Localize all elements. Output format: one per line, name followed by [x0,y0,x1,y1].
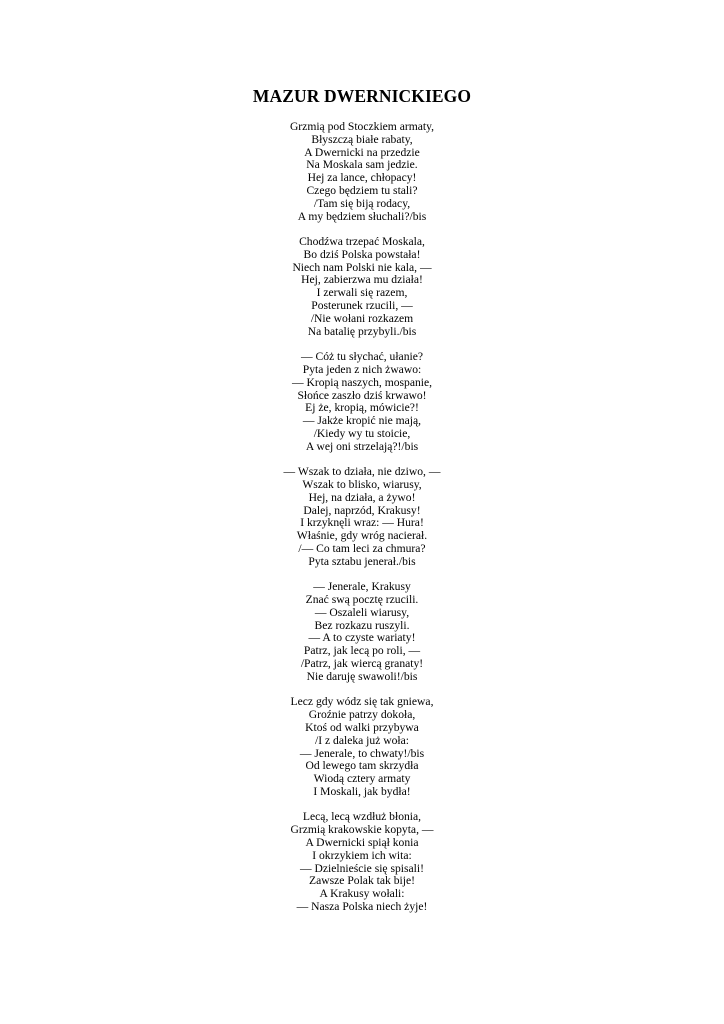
stanza [0,236,724,338]
poem-line: /Kiedy wy tu stoicie, [313,426,411,440]
poem-line: Nie daruję swawoli!/bis [306,669,418,683]
poem-line: Od lewego tam skrzydła [305,759,419,773]
poem-line: Ej że, kropią, mówicie?! [305,401,419,415]
poem-line: Dalej, naprzód, Krakusy! [303,503,421,517]
stanza [0,581,724,683]
poem-line: Zawsze Polak tak bije! [309,874,415,888]
poem-line: — Dzielnieście się spisali! [300,861,424,875]
poem-line: — Cóż tu słychać, ułanie? [300,350,424,364]
poem-line: Na Moskala sam jedzie. [306,158,418,172]
poem-line: A Dwernicki spiął konia [305,835,419,849]
poem-line: Właśnie, gdy wróg nacierał. [296,529,428,543]
poem-line: /— Co tam leci za chmura? [298,541,426,555]
poem-line: A Dwernicki na przedzie [304,145,420,159]
poem-title: MAZUR DWERNICKIEGO [252,86,472,106]
poem-line: Błyszczą białe rabaty, [311,132,413,146]
poem-line: — A to czyste wariaty! [308,631,416,645]
poem-line: Znać swą pocztę rzucili. [305,593,419,607]
poem-line: I krzyknęli wraz: — Hura! [300,516,424,530]
stanza [0,351,724,453]
poem-line: /Tam się biją rodacy, [313,196,411,210]
poem-line: — Wszak to działa, nie dziwo, — [283,465,441,479]
stanza [0,811,724,913]
poem-line: Pyta sztabu jenerał./bis [308,554,416,568]
poem-line: A my będziem słuchali?/bis [297,209,427,223]
poem-line: Bez rozkazu ruszyli. [314,618,410,632]
poem-line: /Patrz, jak wiercą granaty! [300,657,424,671]
poem-body [0,121,724,926]
poem-line: Groźnie patrzy dokoła, [308,708,416,722]
poem-line: — Kropią naszych, mospanie, [291,375,433,389]
poem-line: Patrz, jak lecą po roli, — [303,644,421,658]
poem-line: — Nasza Polska niech żyje! [296,899,428,913]
stanza [0,696,724,798]
poem-line: — Oszaleli wiarusy, [314,605,410,619]
poem-line: Ktoś od walki przybywa [305,720,419,734]
poem-line: A Krakusy wołali: [319,887,405,901]
poem-line: I zerwali się razem, [316,286,408,300]
poem-line: Czego będziem tu stali? [306,183,418,197]
poem-line: Hej za lance, chłopacy! [307,171,417,185]
poem-line: — Jenerale, Krakusy [313,580,411,594]
poem-line: Słońce zaszło dziś krwawo! [297,388,427,402]
poem-line: Lecą, lecą wzdłuż błonia, [302,810,422,824]
poem-line: I okrzykiem ich wita: [312,848,412,862]
poem-line: Na batalię przybyli./bis [307,324,417,338]
poem-line: /Nie wołani rozkazem [310,311,414,325]
poem-line: /I z daleka już woła: [315,733,409,747]
stanza [0,121,724,223]
poem-line: Grzmią krakowskie kopyta, — [290,823,434,837]
stanza [0,466,724,568]
poem-line: Niech nam Polski nie kala, — [292,260,432,274]
poem-line: Lecz gdy wódz się tak gniewa, [290,695,434,709]
poem-line: Grzmią pod Stoczkiem armaty, [289,120,435,133]
poem-line: Posterunek rzucili, — [311,299,413,313]
poem-line: Hej, zabierzwa mu działa! [301,273,423,287]
poem-line: — Jenerale, to chwaty!/bis [299,746,425,760]
poem-line: — Jakże kropić nie mają, [302,414,422,428]
poem-line: A wej oni strzelają?!/bis [305,439,419,453]
poem-line: Wszak to blisko, wiarusy, [302,477,422,491]
poem-line: Hej, na działa, a żywo! [308,490,416,504]
poem-line: Wiodą cztery armaty [313,772,411,786]
poem-line: Chodźwa trzepać Moskala, [299,235,425,249]
poem-line: Pyta jeden z nich żwawo: [302,362,422,376]
poem-line: Bo dziś Polska powstała! [303,247,421,261]
poem-line: I Moskali, jak bydła! [313,784,411,798]
